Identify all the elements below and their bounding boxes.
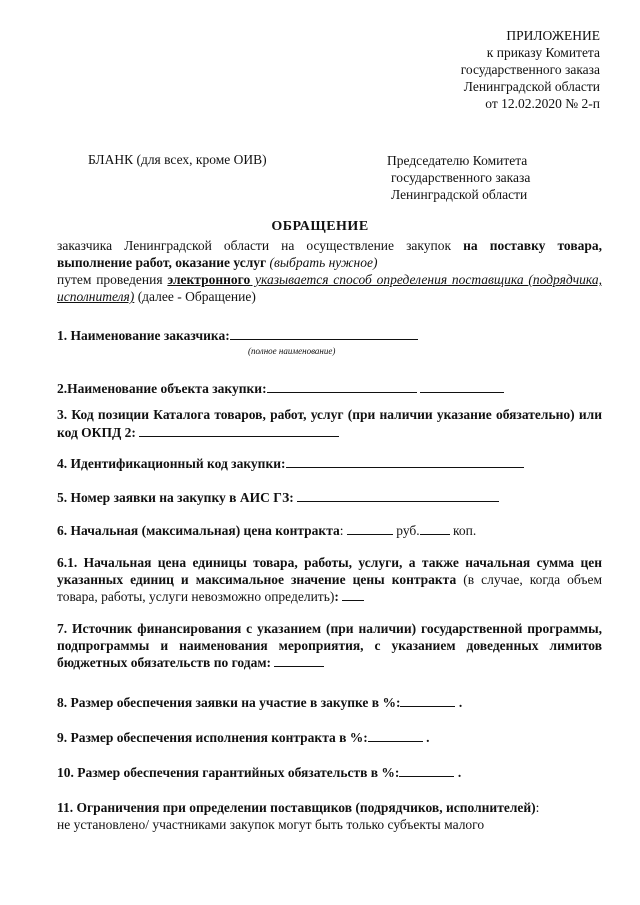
item-7-label: 7. Источник финансирования с указанием (при наличии) государственной программы, подпрограммы и наименования мероприятия, с указанием доведенных лимитов бюджетных обязательств по годам: <box>57 621 602 670</box>
item-8: 8. Размер обеспечения заявки на участие в закупке в %: . <box>57 695 463 710</box>
item-6-1-field[interactable] <box>342 588 364 601</box>
item-11 <box>57 800 602 833</box>
intro-method: электронного <box>167 272 251 287</box>
item-10: 10. Размер обеспечения гарантийных обязательств в %: . <box>57 765 462 780</box>
item-1-note: (полное наименование) <box>248 346 336 356</box>
item-2-field-a[interactable] <box>267 380 417 393</box>
item-5-field[interactable] <box>297 489 499 502</box>
item-5 <box>57 489 602 507</box>
item-1 <box>57 327 602 345</box>
intro-italic: (выбрать нужное) <box>266 255 378 270</box>
intro-text: заказчика Ленинградской области на осуществление закупок <box>57 238 464 253</box>
addressee-line: Председателю Комитета <box>387 153 528 168</box>
item-10-label: 10. Размер обеспечения гарантийных обязательств в %: <box>57 765 400 780</box>
item-7 <box>57 621 602 672</box>
item-11-colon: : <box>535 800 540 815</box>
item-9-label: 9. Размер обеспечения исполнения контракта в %: <box>57 730 368 745</box>
item-6-kop: коп. <box>453 523 477 538</box>
item-1-label: 1. Наименование заказчика: <box>57 328 230 343</box>
item-7-field[interactable] <box>274 654 324 667</box>
item-6-rub: руб. <box>396 523 420 538</box>
item-9-field[interactable] <box>368 729 423 742</box>
item-4-field[interactable] <box>286 455 524 468</box>
item-11-label: 11. Ограничения при определении поставщиков (подрядчиков, исполнителей) <box>57 800 536 815</box>
item-6-1-colon: : <box>334 589 339 604</box>
intro-method-note: указывается способ определения поставщика (подрядчика, исполнителя) <box>57 272 602 304</box>
item-11-text: не установлено/ участниками закупок могут быть только субъекты малого <box>57 816 485 832</box>
item-8-label: 8. Размер обеспечения заявки на участие в закупке в %: <box>57 695 401 710</box>
item-2-label: 2.Наименование объекта закупки: <box>57 381 267 396</box>
item-9: 9. Размер обеспечения исполнения контракта в %: . <box>57 730 430 745</box>
appendix-title: ПРИЛОЖЕНИЕ <box>506 28 600 43</box>
item-3-field[interactable] <box>139 424 339 437</box>
appendix-line: к приказу Комитета <box>486 45 600 60</box>
item-2 <box>57 380 602 398</box>
item-6-rub-field[interactable] <box>347 522 393 535</box>
appendix-date: от 12.02.2020 № 2-п <box>485 96 600 111</box>
intro-bold: на поставку товара, выполнение работ, оказание услуг <box>57 238 603 270</box>
item-2-field-b[interactable] <box>420 380 504 393</box>
intro-paragraph <box>57 237 602 305</box>
item-6 <box>57 522 602 540</box>
item-3 <box>57 407 602 441</box>
item-6-1 <box>57 555 602 606</box>
appendix-header <box>440 27 600 112</box>
item-10-field[interactable] <box>399 764 454 777</box>
item-6-1-note: (в случае, когда объем товара, работы, услуги невозможно определить) <box>57 571 602 604</box>
item-6-colon: : <box>339 523 344 538</box>
item-8-field[interactable] <box>400 694 455 707</box>
addressee-line: государственного заказа <box>391 170 531 185</box>
item-4-label: 4. Идентификационный код закупки: <box>57 456 286 471</box>
document-title: ОБРАЩЕНИЕ <box>271 219 369 234</box>
item-6-label: 6. Начальная (максимальная) цена контракта <box>57 523 340 538</box>
appendix-line: государственного заказа <box>460 62 600 77</box>
intro-text: путем проведения <box>57 272 168 287</box>
addressee <box>387 152 530 203</box>
appendix-line: Ленинградской области <box>463 79 600 94</box>
intro-text: (далее - Обращение) <box>134 289 256 304</box>
item-5-label: 5. Номер заявки на закупку в АИС ГЗ: <box>57 490 294 505</box>
addressee-line: Ленинградской области <box>391 187 528 202</box>
item-6-kop-field[interactable] <box>420 522 450 535</box>
item-1-field[interactable] <box>230 327 418 340</box>
blank-label: БЛАНК (для всех, кроме ОИВ) <box>88 152 267 167</box>
item-4 <box>57 455 602 473</box>
item-3-label: 3. Код позиции Каталога товаров, работ, услуг (при наличии указание обязательно) или код ОКПД 2: <box>57 407 602 440</box>
item-6-1-label: 6.1. Начальная цена единицы товара, работы, услуги, а также начальная сумма цен указанных единиц и максимальное значение цены контракта <box>57 555 602 587</box>
